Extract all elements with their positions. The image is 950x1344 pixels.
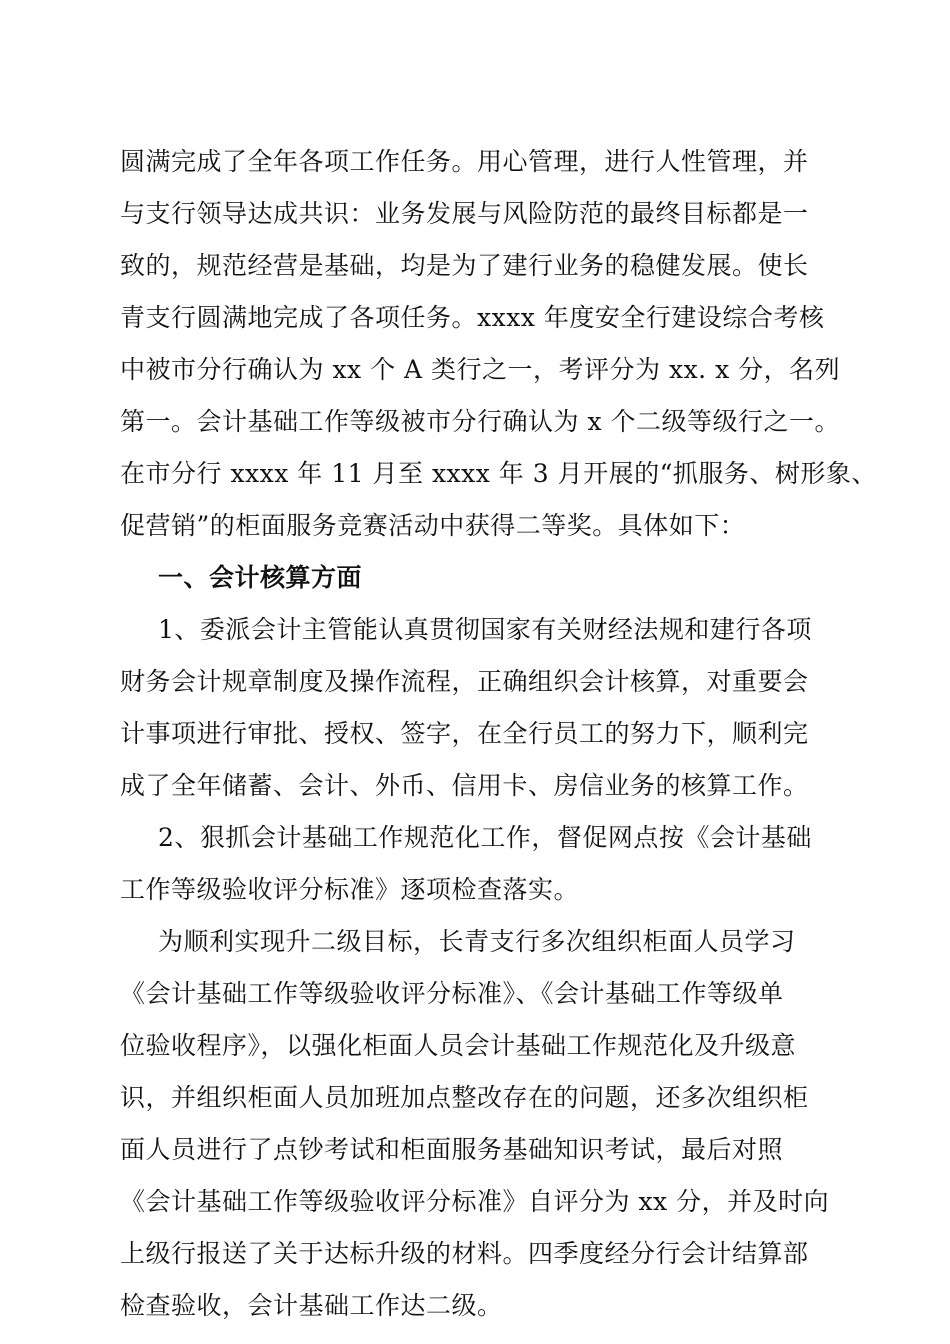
paragraph-line: 工作等级验收评分标准》逐项检查落实。 (120, 875, 580, 904)
paragraph-line: 与支行领导达成共识：业务发展与风险防范的最终目标都是一 (120, 199, 809, 228)
paragraph-line: 促营销”的柜面服务竞赛活动中获得二等奖。具体如下： (120, 511, 746, 540)
paragraph-line: 财务会计规章制度及操作流程，正确组织会计核算，对重要会 (120, 667, 809, 696)
paragraph-line: 致的，规范经营是基础，均是为了建行业务的稳健发展。使长 (120, 251, 809, 280)
section-heading: 一、会计核算方面 (158, 563, 363, 592)
paragraph-line: 面人员进行了点钞考试和柜面服务基础知识考试，最后对照 (120, 1135, 784, 1164)
paragraph-line: 计事项进行审批、授权、签字，在全行员工的努力下，顺利完 (120, 719, 809, 748)
paragraph-line: 《会计基础工作等级验收评分标准》、《会计基础工作等级单 (120, 979, 784, 1008)
paragraph-line: 位验收程序》，以强化柜面人员会计基础工作规范化及升级意 (120, 1031, 797, 1060)
paragraph-line: 青支行圆满地完成了各项任务。xxxx 年度安全行建设综合考核 (120, 303, 825, 332)
paragraph-line: 检查验收，会计基础工作达二级。 (120, 1291, 503, 1320)
paragraph-line: 第一。会计基础工作等级被市分行确认为 x 个二级等级行之一。 (120, 407, 840, 436)
paragraph-line: 识，并组织柜面人员加班加点整改存在的问题，还多次组织柜 (120, 1083, 809, 1112)
paragraph-line: 圆满完成了全年各项工作任务。用心管理，进行人性管理，并 (120, 147, 809, 176)
paragraph-line: 成了全年储蓄、会计、外币、信用卡、房信业务的核算工作。 (120, 771, 809, 800)
paragraph-line: 2、狠抓会计基础工作规范化工作，督促网点按《会计基础 (158, 823, 812, 852)
paragraph-line: 1、委派会计主管能认真贯彻国家有关财经法规和建行各项 (158, 615, 812, 644)
paragraph-line: 上级行报送了关于达标升级的材料。四季度经分行会计结算部 (120, 1239, 809, 1268)
paragraph-line: 中被市分行确认为 xx 个 A 类行之一，考评分为 xx. x 分，名列 (120, 355, 841, 384)
paragraph-line: 为顺利实现升二级目标，长青支行多次组织柜面人员学习 (158, 927, 796, 956)
paragraph-line: 《会计基础工作等级验收评分标准》自评分为 xx 分，并及时向 (120, 1187, 830, 1216)
paragraph-line: 在市分行 xxxx 年 11 月至 xxxx 年 3 月开展的“抓服务、树形象、 (120, 459, 877, 488)
